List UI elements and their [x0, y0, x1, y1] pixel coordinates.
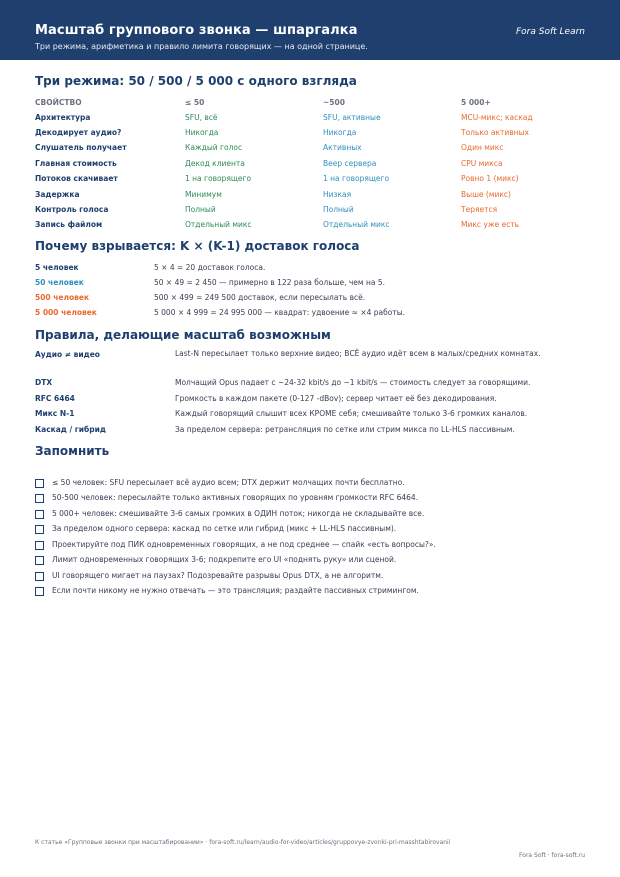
modes-header-50: ≤ 50	[185, 98, 205, 107]
modes-cell-500: Веер сервера	[323, 159, 377, 168]
checklist-item-text: UI говорящего мигает на паузах? Подозревайте разрывы Opus DTX, а не алгоритм.	[52, 571, 384, 580]
checklist-checkbox[interactable]	[35, 556, 44, 565]
modes-cell-50: 1 на говорящего	[185, 174, 252, 183]
rules-row-text: Last-N пересылает только верхние видео; ВСЁ аудио идёт всем в малых/средних комнатах.	[175, 349, 541, 358]
modes-cell-5000: CPU микса	[461, 159, 503, 168]
checklist-item-text: Проектируйте под ПИК одновременных говорящих, а не под среднее — спайк «есть вопросы?».	[52, 540, 436, 549]
rules-row-label: Каскад / гибрид	[35, 425, 106, 434]
rules-row-label: RFC 6464	[35, 394, 75, 403]
checklist-checkbox[interactable]	[35, 510, 44, 519]
page-title: Масштаб группового звонка — шпаргалка	[35, 23, 358, 38]
checklist-checkbox[interactable]	[35, 525, 44, 534]
checklist-checkbox[interactable]	[35, 479, 44, 488]
checklist-item-text: ≤ 50 человек: SFU пересылает всё аудио всем; DTX держит молчащих почти бесплатно.	[52, 478, 405, 487]
explode-section-title: Почему взрывается: K × (K-1) доставок голоса	[35, 239, 360, 253]
modes-header-property: СВОЙСТВО	[35, 98, 82, 107]
rules-row-label: DTX	[35, 378, 53, 387]
modes-cell-5000: MCU-микс; каскад	[461, 113, 533, 122]
checklist-checkbox[interactable]	[35, 494, 44, 503]
modes-cell-500: 1 на говорящего	[323, 174, 390, 183]
explode-row-label: 50 человек	[35, 278, 84, 287]
modes-cell-5000: Ровно 1 (микс)	[461, 174, 519, 183]
modes-row-label: Архитектура	[35, 113, 91, 122]
rules-row-text: За пределом сервера: ретрансляция по сетке или стрим микса по LL-HLS пассивным.	[175, 425, 515, 434]
checklist-item-text: 50-500 человек: пересылайте только активных говорящих по уровням громкости RFC 6464.	[52, 493, 419, 502]
checklist-item-text: Если почти никому не нужно отвечать — это трансляция; раздайте пассивных стримингом.	[52, 586, 419, 595]
modes-cell-5000: Выше (микс)	[461, 190, 511, 199]
modes-cell-500: Отдельный микс	[323, 220, 390, 229]
checklist-checkbox[interactable]	[35, 541, 44, 550]
modes-cell-500: SFU, активные	[323, 113, 381, 122]
modes-cell-5000: Только активных	[461, 128, 529, 137]
explode-row-label: 5 000 человек	[35, 308, 97, 317]
explode-row-label: 500 человек	[35, 293, 90, 302]
modes-row-label: Потоков скачивает	[35, 174, 118, 183]
modes-cell-50: Минимум	[185, 190, 222, 199]
modes-cell-500: Низкая	[323, 190, 352, 199]
modes-cell-50: Полный	[185, 205, 216, 214]
explode-row-text: 50 × 49 = 2 450 — примерно в 122 раза больше, чем на 5.	[154, 278, 386, 287]
modes-section-title: Три режима: 50 / 500 / 5 000 с одного взгляда	[35, 74, 357, 88]
modes-cell-50: SFU, всё	[185, 113, 218, 122]
checklist-item-text: За пределом одного сервера: каскад по сетке или гибрид (микс + LL-HLS пассивным).	[52, 524, 397, 533]
modes-cell-50: Отдельный микс	[185, 220, 252, 229]
modes-cell-50: Декод клиента	[185, 159, 245, 168]
modes-cell-5000: Один микс	[461, 143, 504, 152]
rules-row-label: Аудио ≠ видео	[35, 350, 100, 359]
explode-row-text: 5 × 4 = 20 доставок голоса.	[154, 263, 266, 272]
modes-header-5000: 5 000+	[461, 98, 491, 107]
modes-cell-500: Активных	[323, 143, 362, 152]
modes-cell-5000: Микс уже есть	[461, 220, 520, 229]
rules-row-text: Каждый говорящий слышит всех КРОМЕ себя; смешивайте только 3-6 громких каналов.	[175, 409, 528, 418]
rules-row-text: Громкость в каждом пакете (0-127 -dBov); сервер читает её без декодирования.	[175, 394, 497, 403]
page-header	[0, 0, 620, 60]
modes-row-label: Декодирует аудио?	[35, 128, 122, 137]
remember-section-title: Запомнить	[35, 444, 110, 458]
rules-row-label: Микс N-1	[35, 409, 75, 418]
checklist-checkbox[interactable]	[35, 572, 44, 581]
explode-row-label: 5 человек	[35, 263, 79, 272]
modes-row-label: Слушатель получает	[35, 143, 127, 152]
modes-row-label: Главная стоимость	[35, 159, 117, 168]
footer-brand: Fora Soft · fora-soft.ru	[519, 852, 585, 859]
modes-header-500: ~500	[323, 98, 345, 107]
modes-cell-50: Каждый голос	[185, 143, 243, 152]
modes-cell-50: Никогда	[185, 128, 219, 137]
modes-cell-500: Никогда	[323, 128, 357, 137]
modes-row-label: Запись файлом	[35, 220, 103, 229]
modes-cell-500: Полный	[323, 205, 354, 214]
rules-row-text: Молчащий Opus падает с ~24-32 kbit/s до ~1 kbit/s — стоимость следует за говорящими.	[175, 378, 531, 387]
checklist-item-text: Лимит одновременных говорящих 3-6; подкрепите его UI «поднять руку» или сценой.	[52, 555, 397, 564]
brand-label: Fora Soft Learn	[515, 27, 585, 37]
footer-source-link[interactable]: К статье «Групповые звонки при масштабировании» · fora-soft.ru/learn/audio-for-video/articles/gruppovye-zvonki-pri-masshtabirovanii	[35, 839, 451, 846]
rules-section-title: Правила, делающие масштаб возможным	[35, 328, 331, 342]
explode-row-text: 500 × 499 = 249 500 доставок, если пересылать всё.	[154, 293, 366, 302]
explode-row-text: 5 000 × 4 999 = 24 995 000 — квадрат: удвоение ≈ ×4 работы.	[154, 308, 406, 317]
modes-cell-5000: Теряется	[461, 205, 498, 214]
modes-row-label: Задержка	[35, 190, 80, 199]
modes-row-label: Контроль голоса	[35, 205, 109, 214]
checklist-item-text: 5 000+ человек: смешивайте 3-6 самых громких в ОДИН поток; никогда не складывайте все.	[52, 509, 425, 518]
checklist-checkbox[interactable]	[35, 587, 44, 596]
page-subtitle: Три режима, арифметика и правило лимита говорящих — на одной странице.	[35, 42, 368, 51]
